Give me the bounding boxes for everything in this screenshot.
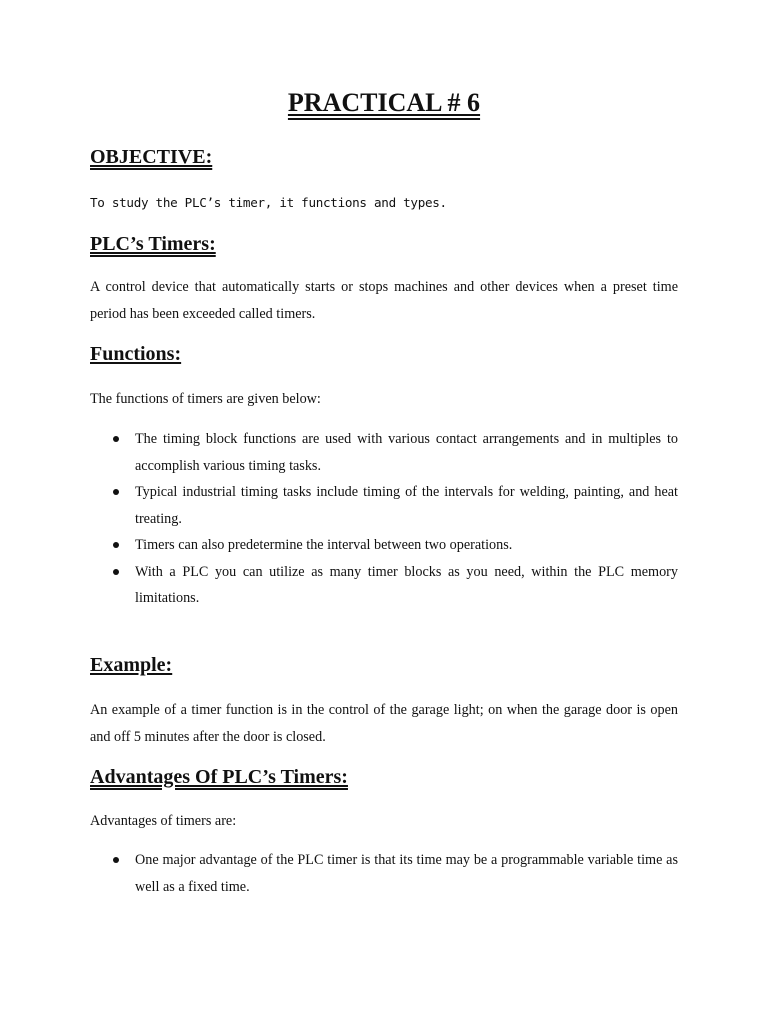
list-item-text: Typical industrial timing tasks include timing of the intervals for welding, painting, and heat treating. — [135, 484, 678, 527]
advantages-list — [90, 847, 678, 900]
objective-text: To study the PLC’s timer, it functions and types. — [90, 195, 447, 210]
list-item — [90, 532, 678, 559]
plc-timers-heading: PLC’s Timers: — [90, 233, 216, 255]
bullet-icon — [113, 569, 119, 575]
plc-timers-text: A control device that automatically starts or stops machines and other devices when a preset time period has been exceeded called timers. — [90, 279, 678, 322]
bullet-icon — [113, 542, 119, 548]
functions-intro: The functions of timers are given below: — [90, 391, 321, 407]
list-item-text: With a PLC you can utilize as many timer blocks as you need, within the PLC memory limitations. — [135, 563, 678, 606]
example-heading: Example: — [90, 654, 173, 676]
list-item — [90, 847, 678, 900]
functions-list — [90, 426, 678, 612]
advantages-intro: Advantages of timers are: — [90, 813, 237, 829]
list-item — [90, 479, 678, 532]
functions-heading: Functions: — [90, 343, 182, 365]
example-text: An example of a timer function is in the control of the garage light; on when the garage door is open and off 5 minutes after the door is closed. — [90, 702, 678, 745]
advantages-heading: Advantages Of PLC’s Timers: — [90, 766, 348, 788]
document-title: PRACTICAL # 6 — [287, 88, 481, 117]
objective-heading: OBJECTIVE: — [90, 146, 213, 168]
list-item — [90, 426, 678, 479]
bullet-icon — [113, 436, 119, 442]
list-item — [90, 559, 678, 612]
list-item-text: Timers can also predetermine the interval between two operations. — [135, 537, 513, 553]
bullet-icon — [113, 857, 119, 863]
bullet-icon — [113, 489, 119, 495]
list-item-text: The timing block functions are used with various contact arrangements and in multiples to accomplish various timing tasks. — [135, 431, 678, 474]
list-item-text: One major advantage of the PLC timer is that its time may be a programmable variable time as well as a fixed time. — [135, 852, 678, 895]
